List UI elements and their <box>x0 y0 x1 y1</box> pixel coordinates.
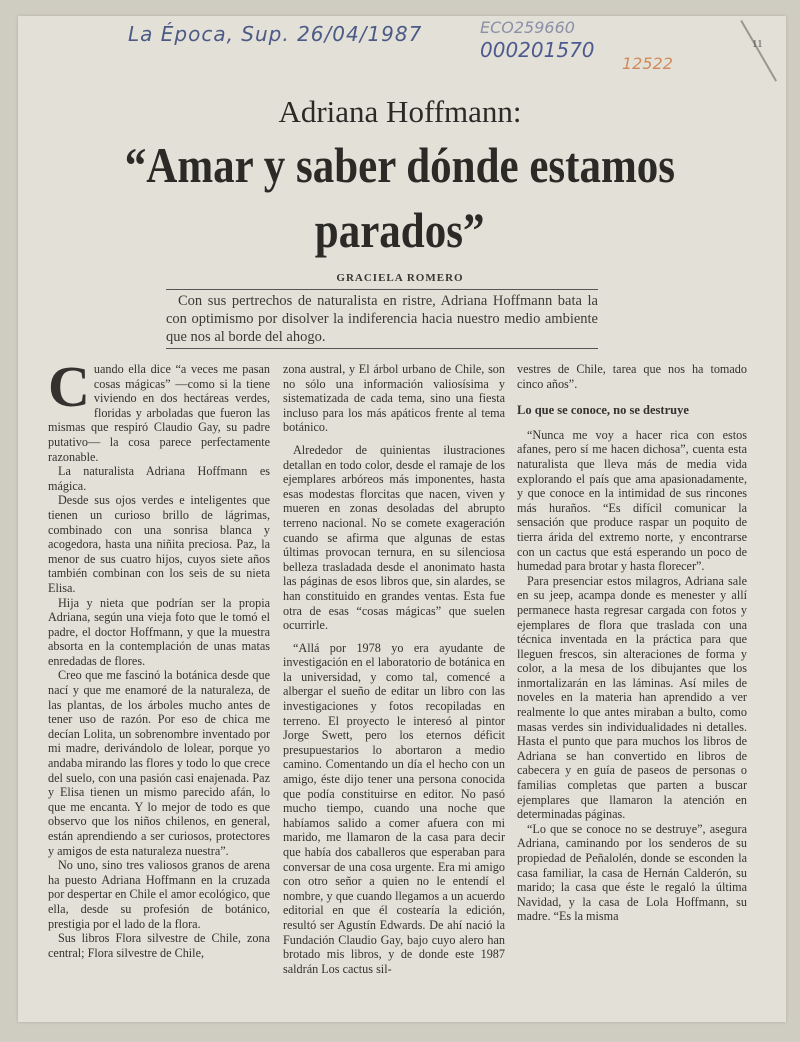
paragraph: “Lo que se conoce no se destruye”, asegura Adriana, caminando por los senderos de su propiedad de Peñalolén, donde se esconden la casa familiar, la casa de Hernán Calderón, su marido; la casa que éste le regaló la última Navidad, y la casa de Lola Hoffmann, su madre. “Es la misma <box>517 821 747 924</box>
column-1 <box>48 362 270 992</box>
column-2 <box>283 362 505 992</box>
paragraph: zona austral, y El árbol urbano de Chile, son no sólo una información valiosísima y sistematizada de cada tema, sino una fiesta incluso para los más apáticos frente al tema botánico. <box>283 362 505 435</box>
title-text: parados” <box>315 202 485 258</box>
paragraph: “Allá por 1978 yo era ayudante de investigación en el laboratorio de botánica en la universidad, y como tal, comencé a albergar el sueño de editar un libro con las investigaciones y fotos recopiladas en terreno. El proyecto le interesó al pintor Jorge Swett, pero los eternos déficit presupuestarios lo abortaron a medio camino. Comentando un día el hecho con un amigo, éste dijo tener una persona conocida que podía constituirse en editor. No pasó mucho tiempo, cuando una noche que habíamos salido a comer afuera con mi marido, me llamaron de la casa para decir que había dos caballeros que esperaban para conversar de una cosa urgente. Era mi amigo con otro señor a quien no le entendí el nombre, y que cuando llegamos a un acuerdo editorial en que él costearía la edición, resultó ser Agustín Edwards. De ahí nació la Fundación Claudio Gay, bajo cuyo alero han brotado mis libros, y de donde este 1987 saldrán Los cactus sil- <box>283 640 505 976</box>
paragraph: Hija y nieta que podrían ser la propia Adriana, según una vieja foto que le tomó el padre, el doctor Hoffmann, y que la muestra absorta en la contemplación de unas matas enredadas de flores. <box>48 595 270 668</box>
article-kicker: Adriana Hoffmann: <box>278 94 522 129</box>
paragraph: No uno, sino tres valiosos granos de arena ha puesto Adriana Hoffmann en la cruzada por despertar en Chile el amor ecológico, que ella, desde su profesión de botánico, prestigia por el lado de la flora. <box>48 858 270 931</box>
title-text: “Amar y saber dónde estamos <box>124 137 676 193</box>
byline: GRACIELA ROMERO <box>336 272 464 284</box>
paragraph: Para presenciar estos milagros, Adriana sale en su jeep, acampa donde es menester y allí permanece hasta regresar cargada con fotos y ejemplares de flora que traslada con una técnica inventada en la práctica para que lleguen frescos, sin alteraciones de forma y color, a la mesa de los dibujantes que los inmortalizarán en las láminas. Así miles de noveles en la materia han aprendido a ver realmente lo que antes miraban a bulto, como masas verdes sin individualidades ni detalles. Hasta el punto que para muchos los libros de Adriana se han convertido en libros de cabecera y en guía de paseos de personas o familias completas que parten a buscar ejemplares que llamaron la atención en determinadas páginas. <box>517 573 747 822</box>
subheading: Lo que se conoce, no se destruye <box>517 403 689 418</box>
paragraph: “Nunca me voy a hacer rica con estos afanes, pero sí me hacen dichosa”, cuenta esta naturalista que lleva más de media vida explorando el país que ama apasionadamente, y que conoce en la intimidad de sus rincones más huraños. “Es difícil comunicar la sensación que produce raspar un poquito de tierra árida del extremo norte, y encontrarse con un cactus que está esperando un poco de humedad para brotar y hasta florecer”. <box>517 427 747 574</box>
archive-code-handwritten: 000201570 <box>480 38 595 62</box>
page-number: 11 <box>752 38 763 50</box>
article-title-line-1 <box>0 137 800 193</box>
archive-number-handwritten: 12522 <box>622 54 673 73</box>
paragraph: uando ella dice “a veces me pasan cosas mágicas” —como si la tiene viviendo en dos hectáreas verdes, floridas y arboladas que fueron las mismas que respiró Claudio Gay, su padre putativo— la cosa parece perfectamente razonable. <box>48 362 270 464</box>
archive-code-stamp: ECO259660 <box>480 18 575 37</box>
column-3 <box>517 362 747 992</box>
drop-cap: C <box>48 362 90 419</box>
article-deck: Con sus pertrechos de naturalista en ristre, Adriana Hoffmann bata la con optimismo por disolver la indiferencia hacia nuestro medio ambiente que nos al borde del ahogo. <box>166 289 598 349</box>
paragraph: Alrededor de quinientas ilustraciones detallan en todo color, desde el ramaje de los ejemplares arbóreos más imponentes, hasta esas modestas florcitas que nacen, viven y mueren en zonas desoladas del abrupto terreno nacional. No se comete exageración cuando se afirma que algunas de estas últimas provocan ternura, en su silenciosa belleza trasladada desde el anonimato hasta las páginas de esos libros que, sin alardes, se han constituido en grandes ventas. Esta fue otra de esas “cosas mágicas” que suelen ocurrirle. <box>283 442 505 633</box>
paragraph: Sus libros Flora silvestre de Chile, zona central; Flora silvestre de Chile, <box>48 931 270 960</box>
paragraph: vestres de Chile, tarea que nos ha tomado cinco años”. <box>517 362 747 391</box>
paragraph: Desde sus ojos verdes e inteligentes que tienen un curioso brillo de lágrimas, combinado con una sonrisa blanca y acogedora, hasta una niñita preciosa. Paz, la menor de sus cuatro hijos, cuyos siete años también combinan con los seis de su nieta Elisa. <box>48 493 270 595</box>
handwritten-source-note: La Época, Sup. 26/04/1987 <box>128 22 423 46</box>
article-title-line-2 <box>0 202 800 258</box>
paragraph: La naturalista Adriana Hoffmann es mágica. <box>48 464 270 493</box>
paragraph: Creo que me fascinó la botánica desde que nací y que me enamoré de la naturaleza, de las plantas, de los árboles mucho antes de tener uso de razón. Por eso de chica me decían Lolita, un sobrenombre inventado por mi madre, derivándolo de lolear, porque yo andaba mirando las flores y todo lo que crece del suelo, con una pasión casi enajenada. Paz y Elisa tienen un mismo parecido afán, lo que me encanta. Y lo mejor de todo es que observo que los niños chilenos, en general, están aprendiendo a ser curiosos, protectores y amigos de esta naturaleza nuestra”. <box>48 668 270 858</box>
